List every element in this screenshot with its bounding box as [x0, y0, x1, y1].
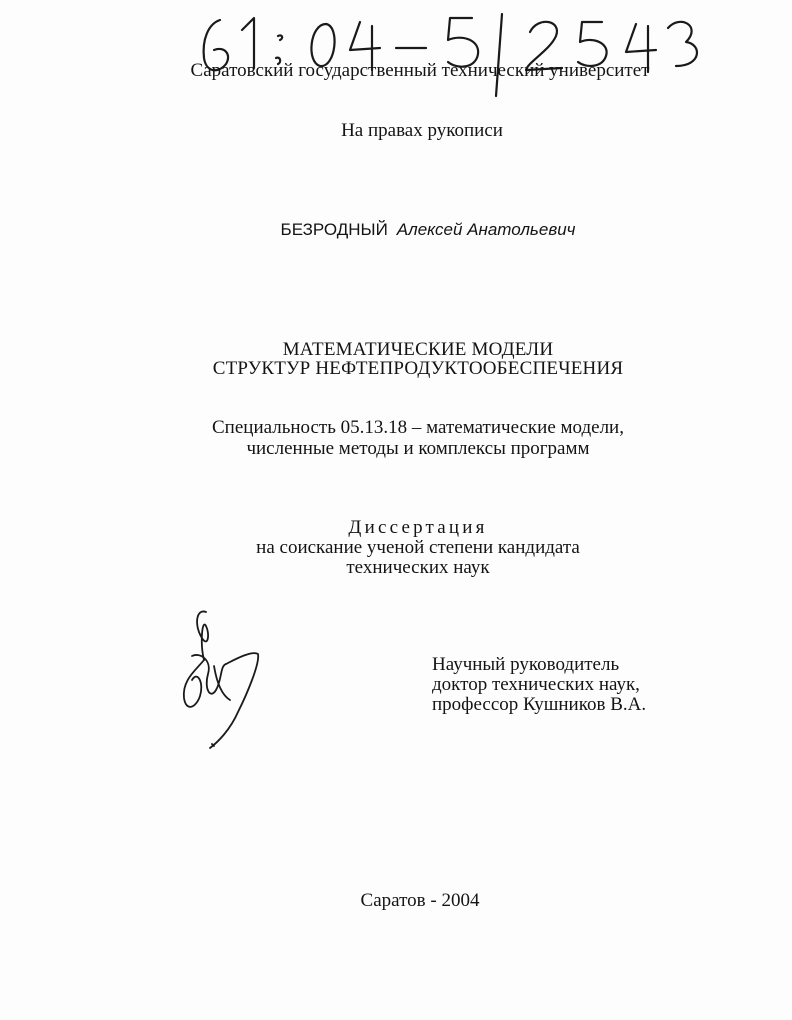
supervisor-label: Научный руководитель: [432, 654, 620, 675]
degree-line-2: технических наук: [346, 557, 490, 578]
supervisor-degree: доктор технических наук,: [432, 674, 640, 695]
handwritten-code: [190, 6, 700, 106]
thesis-title-line-2: СТРУКТУР НЕФТЕПРОДУКТООБЕСПЕЧЕНИЯ: [212, 358, 624, 379]
author-name: [32, 218, 792, 241]
supervisor-block: [432, 655, 646, 715]
signature: [176, 604, 262, 752]
document-type: Диссертация: [348, 517, 488, 538]
thesis-title-line-1: МАТЕМАТИЧЕСКИЕ МОДЕЛИ: [282, 339, 554, 360]
city-year: Саратов - 2004: [360, 890, 480, 911]
specialty-line-1: Специальность 05.13.18 – математические модели,: [212, 417, 624, 438]
author-given-names: Алексей Анатольевич: [396, 220, 576, 239]
specialty-line-2: численные методы и комплексы программ: [246, 438, 590, 459]
university-name: Саратовский государственный технический университет: [190, 60, 650, 81]
manuscript-note: На правах рукописи: [341, 120, 503, 141]
supervisor-name: профессор Кушников В.А.: [432, 694, 647, 715]
author-surname: БЕЗРОДНЫЙ: [280, 220, 388, 239]
degree-line-1: на соискание ученой степени кандидата: [256, 537, 580, 558]
